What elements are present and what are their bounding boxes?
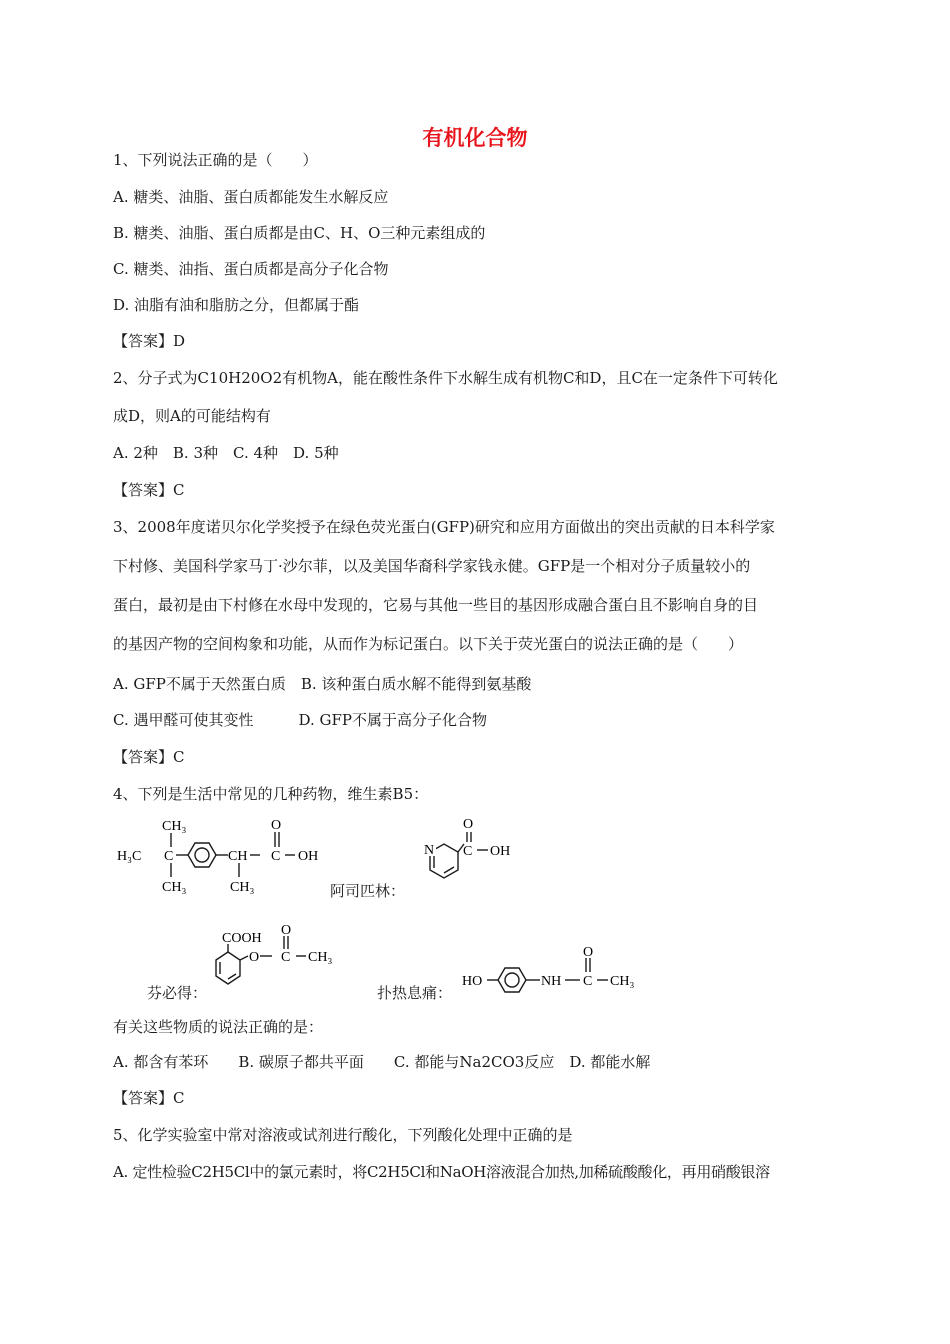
q1-option-b: B. 糖类、油脂、蛋白质都是由C、H、O三种元素组成的 [113,224,486,242]
q5-option-a: A. 定性检验C2H5Cl中的氯元素时，将C2H5Cl和NaOH溶液混合加热,加稀硫酸酸化，再用硝酸银溶 [113,1163,770,1181]
o-label: O [463,817,474,832]
c-label: C [281,950,291,965]
structure-fenbide [202,922,342,998]
ch3-bottom-label: CH₃ [162,880,187,895]
q4-stem: 4、下列是生活中常见的几种药物，维生素B5： [113,785,429,803]
q5-stem: 5、化学实验室中常对溶液或试剂进行酸化，下列酸化处理中正确的是 [113,1126,573,1144]
structure-pureixitong [460,944,645,1002]
q3-stem-line-2: 下村修、美国科学家马丁·沙尔菲，以及美国华裔科学家钱永健。GFP是一个相对分子质量较小的 [113,557,751,575]
ch-label: CH [228,849,248,864]
o-label: O [583,945,594,960]
c-label: C [164,849,174,864]
q1-answer: 【答案】D [113,332,186,350]
q1-option-a: A. 糖类、油脂、蛋白质都能发生水解反应 [113,188,389,206]
label-pureixitong: 扑热息痛： [377,984,453,1002]
ch3-side-label: CH₃ [230,880,255,895]
q4-options: A. 都含有苯环 B. 碳原子都共平面 C. 都能与Na2CO3反应 D. 都能水解 [113,1053,651,1071]
label-fenbide: 芬必得： [147,984,208,1002]
oh-label: OH [298,849,319,864]
structure-vitamin-b5 [112,815,334,897]
q3-stem-line-3: 蛋白，最初是由下村修在水母中发现的，它易与其他一些目的基因形成融合蛋白且不影响自身的目 [113,596,759,614]
o-label: O [271,818,282,833]
ch3-label: CH₃ [308,950,333,965]
q3-options-cd: C. 遇甲醛可使其变性 D. GFP不属于高分子化合物 [113,711,487,729]
label-aspirin: 阿司匹林： [330,882,406,900]
oh-label: OH [490,844,511,859]
q2-stem-line-1: 2、分子式为C10H20O2有机物A，能在酸性条件下水解生成有机物C和D，且C在一定条件下可转化 [113,369,778,387]
c-label: C [463,844,473,859]
q3-stem-line-4: 的基因产物的空间构象和功能，从而作为标记蛋白。以下关于荧光蛋白的说法正确的是（ ） [113,635,744,653]
o-ether-label: O [249,950,260,965]
q2-stem-line-2: 成D，则A的可能结构有 [113,407,271,425]
structure-aspirin-label-adjacent [408,814,528,896]
ch3-label: CH₃ [610,974,635,989]
page-title: 有机化合物 [422,126,528,150]
q3-answer: 【答案】C [113,748,185,766]
cooh-label: COOH [222,931,262,946]
q1-stem: 1、下列说法正确的是（ ） [113,151,318,169]
ch3-top-label: CH₃ [162,819,187,834]
c-carbonyl-label: C [271,849,281,864]
q2-options: A. 2种 B. 3种 C. 4种 D. 5种 [113,444,339,462]
q3-stem-line-1: 3、2008年度诺贝尔化学奖授予在绿色荧光蛋白(GFP)研究和应用方面做出的突出贡献的日本科学家 [113,518,775,536]
q3-options-ab: A. GFP不属于天然蛋白质 B. 该种蛋白质水解不能得到氨基酸 [113,675,532,693]
q2-answer: 【答案】C [113,481,185,499]
q4-answer: 【答案】C [113,1089,185,1107]
q4-question: 有关这些物质的说法正确的是： [113,1018,324,1036]
o-carbonyl-label: O [281,923,292,938]
h3c-label: H₃C [117,849,142,864]
ho-label: HO [462,974,483,989]
c-label: C [583,974,593,989]
n-label: N [424,843,435,858]
q1-option-c: C. 糖类、油指、蛋白质都是高分子化合物 [113,260,389,278]
nh-label: NH [541,974,562,989]
q1-option-d: D. 油脂有油和脂肪之分，但都属于酯 [113,296,360,314]
